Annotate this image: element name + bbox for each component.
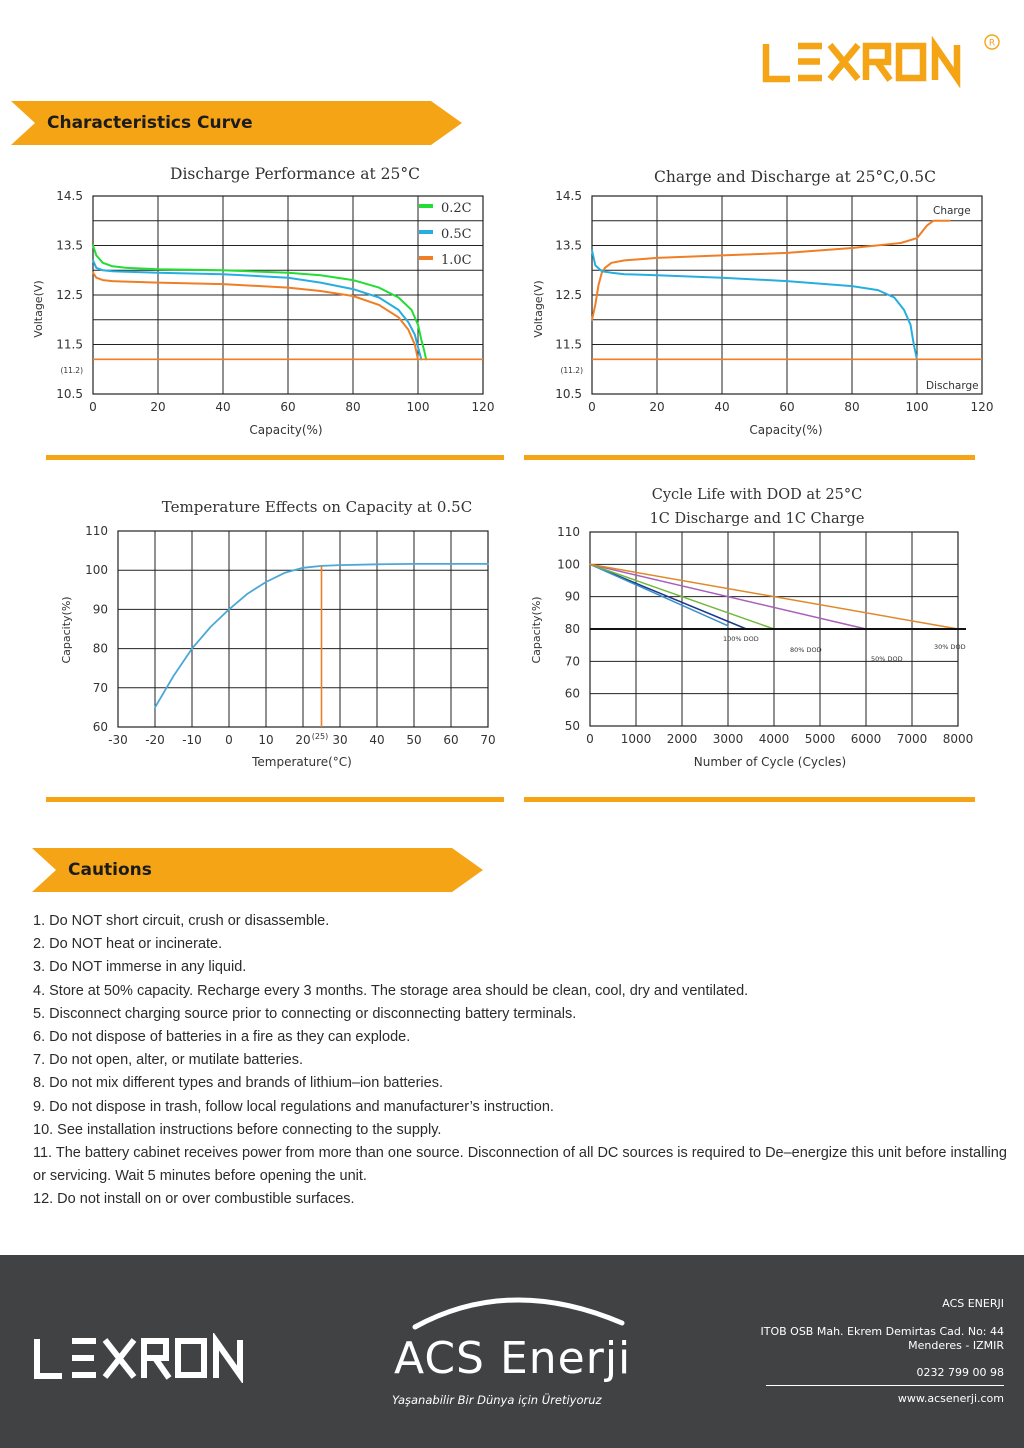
series-line-discharge <box>592 250 917 359</box>
x-tick-label: 7000 <box>896 732 928 746</box>
marker-label: (25) <box>311 732 329 741</box>
address-line2: Menderes - IZMIR <box>908 1339 1004 1352</box>
y-tick-label: 80 <box>564 622 580 636</box>
x-tick-label: 120 <box>970 400 994 414</box>
caution-item: 9. Do not dispose in trash, follow local regulations and manufacturer’s instruction. <box>33 1098 554 1115</box>
y-tick-label: 14.5 <box>555 189 582 203</box>
characteristics-banner <box>11 101 463 145</box>
chart-title-line2: 1C Discharge and 1C Charge <box>649 511 865 527</box>
y-tick-label: 10.5 <box>56 387 83 401</box>
lexron-logo-footer <box>32 1333 282 1388</box>
legend-label-0-5c: 0.5C <box>441 227 472 242</box>
x-tick-label: 0 <box>588 400 596 414</box>
cutoff-label: (11.2) <box>60 366 83 375</box>
caution-item: 2. Do NOT heat or incinerate. <box>33 936 223 953</box>
x-axis-label: Number of Cycle (Cycles) <box>693 755 847 769</box>
series-label-100-dod: 100% DOD <box>723 635 759 643</box>
y-tick-label: 110 <box>557 525 580 539</box>
series-label-80-dod: 80% DOD <box>790 646 822 654</box>
x-tick-label: 30 <box>332 733 348 747</box>
caution-item: 6. Do not dispose of batteries in a fire as they can explode. <box>33 1029 411 1046</box>
x-tick-label: 0 <box>586 732 594 746</box>
y-tick-label: 100 <box>85 563 108 578</box>
cautions-banner <box>32 848 484 892</box>
x-tick-label: 10 <box>258 733 274 747</box>
contact-divider <box>766 1385 1004 1386</box>
acs-enerji-logo <box>390 1285 640 1425</box>
discharge-chart-svg <box>20 156 510 446</box>
y-tick-label: 70 <box>92 680 108 695</box>
x-tick-label: 1000 <box>620 732 652 746</box>
y-axis-label: Capacity(%) <box>60 596 73 664</box>
y-tick-label: 12.5 <box>56 288 83 302</box>
caution-item: 7. Do not open, alter, or mutilate batteries. <box>33 1052 304 1069</box>
x-tick-label: 8000 <box>942 732 974 746</box>
acs-name: ACS Enerji <box>394 1333 632 1384</box>
series-line-0-2c <box>93 246 426 360</box>
caution-item: 10. See installation instructions before connecting to the supply. <box>33 1121 442 1138</box>
x-tick-label: 60 <box>443 733 459 747</box>
series-label-30-dod: 30% DOD <box>934 643 966 651</box>
charge-discharge-chart-svg <box>520 156 1000 446</box>
divider-rule <box>46 455 504 460</box>
legend-swatch-0-2c <box>419 204 433 208</box>
x-tick-label: 20 <box>295 733 311 747</box>
cutoff-label: (11.2) <box>560 366 583 375</box>
caution-item: 12. Do not install on or over combustible surfaces. <box>33 1191 355 1208</box>
lexron-wordmark-icon <box>760 34 1000 94</box>
caution-item: 5. Disconnect charging source prior to connecting or disconnecting battery terminals. <box>33 1005 577 1022</box>
x-tick-label: 70 <box>480 733 496 747</box>
x-tick-label: 4000 <box>758 732 790 746</box>
discharge-chart <box>20 156 510 446</box>
contact-block <box>704 1297 1004 1406</box>
chart-title: Temperature Effects on Capacity at 0.5C <box>161 498 473 516</box>
y-axis-label: Voltage(V) <box>532 280 545 338</box>
x-tick-label: 60 <box>779 400 795 414</box>
website-link[interactable]: www.acsenerji.com <box>897 1392 1004 1405</box>
x-axis-label: Capacity(%) <box>249 423 323 437</box>
x-tick-label: -30 <box>108 733 128 747</box>
y-tick-label: 11.5 <box>56 337 83 352</box>
y-tick-label: 70 <box>564 654 580 669</box>
x-axis-label: Temperature(°C) <box>252 755 352 769</box>
x-tick-label: 0 <box>89 400 97 414</box>
cautions-list <box>33 910 1008 1212</box>
x-tick-label: 0 <box>225 733 233 747</box>
x-tick-label: 100 <box>905 400 929 414</box>
x-tick-label: 20 <box>649 400 665 414</box>
x-tick-label: 50 <box>406 733 422 747</box>
temperature-chart <box>50 488 510 778</box>
legend-swatch-0-5c <box>419 230 433 234</box>
divider-rule <box>524 455 975 460</box>
x-tick-label: 20 <box>150 400 166 414</box>
caution-item: 8. Do not mix different types and brands of lithium–ion batteries. <box>33 1075 443 1092</box>
x-tick-label: 120 <box>471 400 495 414</box>
cycle-life-chart <box>520 480 1000 778</box>
y-tick-label: 90 <box>92 602 108 617</box>
phone-number[interactable]: 0232 799 00 98 <box>916 1366 1004 1379</box>
x-tick-label: 40 <box>714 400 730 414</box>
discharge-label: Discharge <box>926 380 979 392</box>
legend <box>419 201 472 268</box>
legend-label-0-2c: 0.2C <box>441 201 472 216</box>
y-tick-label: 100 <box>557 557 580 572</box>
divider-rule <box>524 797 975 802</box>
lexron-logo-top <box>760 34 1000 94</box>
x-tick-label: 40 <box>369 733 385 747</box>
series-line-100-dod <box>590 564 728 626</box>
x-tick-label: 60 <box>280 400 296 414</box>
cautions-title: Cautions <box>68 860 152 880</box>
y-tick-label: 50 <box>564 719 580 733</box>
series-label-50-dod: 50% DOD <box>871 655 903 663</box>
x-tick-label: 5000 <box>804 732 836 746</box>
y-tick-label: 10.5 <box>555 387 582 401</box>
y-tick-label: 13.5 <box>555 238 582 253</box>
chart-title: Charge and Discharge at 25°C,0.5C <box>654 168 936 186</box>
caution-item: 4. Store at 50% capacity. Recharge every 3 months. The storage area should be clean, cool, dry and ventilated. <box>33 982 749 999</box>
company-name: ACS ENERJI <box>942 1297 1004 1310</box>
caution-item: 1. Do NOT short circuit, crush or disassemble. <box>33 913 330 929</box>
temperature-chart-svg <box>50 488 510 778</box>
chart-title: Discharge Performance at 25°C <box>170 165 420 183</box>
x-tick-label: -10 <box>182 733 202 747</box>
caution-item: 11. The battery cabinet receives power from more than one source. Disconnection of all DC sources is required to De–energize this unit before installing or servicing. Wait 5 minutes before opening the unit. <box>33 1145 1007 1185</box>
y-tick-label: 12.5 <box>555 288 582 302</box>
y-tick-label: 110 <box>85 524 108 538</box>
x-tick-label: 6000 <box>850 732 882 746</box>
y-axis-label: Capacity(%) <box>530 596 543 664</box>
charge-label: Charge <box>933 205 971 217</box>
characteristics-title: Characteristics Curve <box>47 113 253 133</box>
divider-rule <box>46 797 504 802</box>
y-tick-label: 90 <box>564 589 580 604</box>
x-tick-label: 40 <box>215 400 231 414</box>
chart-title-line1: Cycle Life with DOD at 25°C <box>651 487 863 503</box>
charge-discharge-chart <box>520 156 1000 446</box>
x-tick-label: 100 <box>406 400 430 414</box>
x-tick-label: 3000 <box>712 732 744 746</box>
y-tick-label: 11.5 <box>555 337 582 352</box>
y-axis-label: Voltage(V) <box>32 280 45 338</box>
legend-swatch-1-0c <box>419 256 433 260</box>
y-tick-label: 80 <box>92 641 108 656</box>
svg-text:R: R <box>988 38 996 49</box>
y-tick-label: 13.5 <box>56 238 83 253</box>
y-tick-label: 60 <box>564 686 580 701</box>
acs-arc-icon <box>390 1285 640 1335</box>
caution-item: 3. Do NOT immerse in any liquid. <box>33 959 247 976</box>
x-tick-label: 2000 <box>666 732 698 746</box>
x-tick-label: 80 <box>844 400 860 414</box>
x-tick-label: -20 <box>145 733 165 747</box>
x-axis-label: Capacity(%) <box>749 423 823 437</box>
lexron-wordmark-icon <box>32 1333 282 1383</box>
y-tick-label: 60 <box>92 720 108 734</box>
cycle-life-chart-svg <box>520 480 1000 778</box>
legend-label-1-0c: 1.0C <box>441 253 472 268</box>
acs-slogan: Yaşanabilir Bir Dünya için Üretiyoruz <box>392 1393 602 1407</box>
y-tick-label: 14.5 <box>56 189 83 203</box>
x-tick-label: 80 <box>345 400 361 414</box>
address-line1: ITOB OSB Mah. Ekrem Demirtas Cad. No: 44 <box>760 1325 1004 1338</box>
footer <box>0 1255 1024 1448</box>
